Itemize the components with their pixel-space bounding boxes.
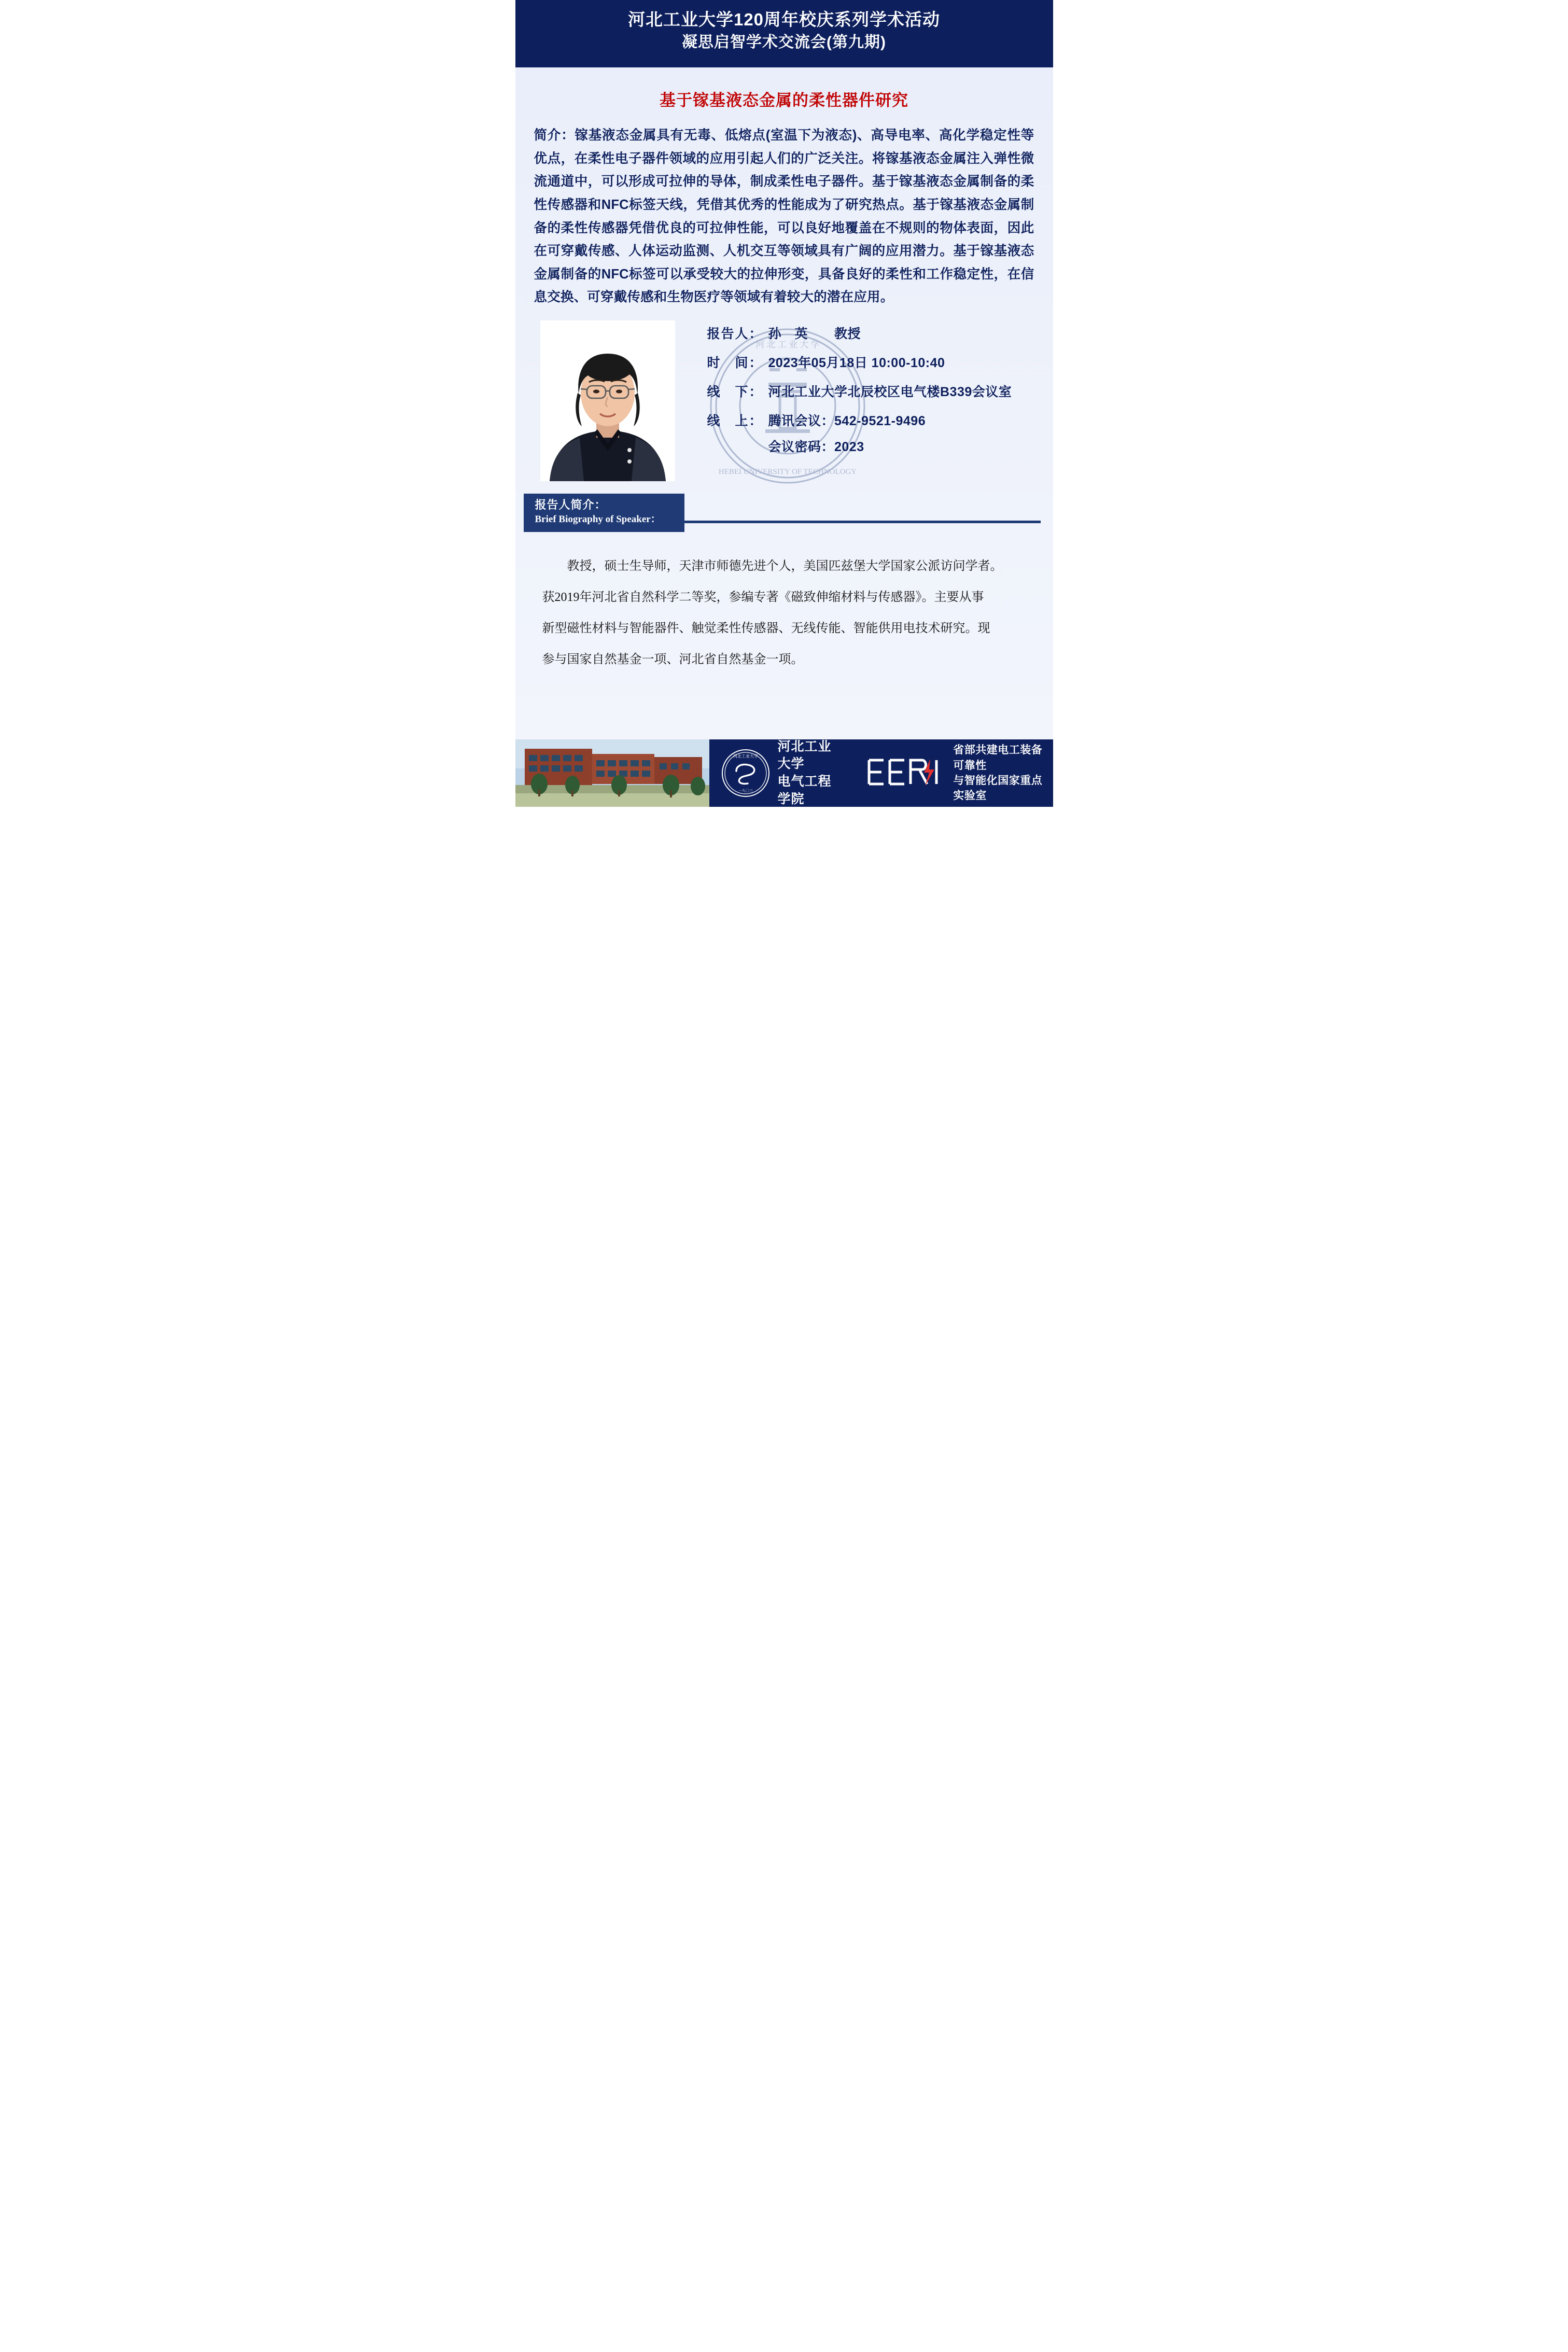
poster-header bbox=[515, 0, 1053, 67]
eeri-logo-icon bbox=[864, 756, 942, 791]
bio-paragraph-2: 获2019年河北省自然科学二等奖，参编专著《磁致伸缩材料与传感器》。主要从事 bbox=[542, 591, 984, 604]
svg-text:HEBEI UNIVERSITY OF TECHNOLOGY: HEBEI UNIVERSITY OF TECHNOLOGY bbox=[718, 468, 857, 476]
svg-text:河 北 工 业 大 学: 河 北 工 业 大 学 bbox=[755, 340, 820, 349]
speaker-portrait bbox=[540, 320, 675, 481]
bio-paragraph-4: 参与国家自然基金一项、河北省自然基金一项。 bbox=[542, 653, 804, 666]
event-info-list bbox=[707, 324, 1012, 465]
poster bbox=[515, 0, 1053, 807]
bio-divider bbox=[684, 521, 1041, 523]
bio-banner-cn: 报告人简介： bbox=[535, 498, 607, 511]
speaker-label: 报告人： bbox=[707, 327, 763, 341]
info-row-speaker bbox=[707, 324, 1012, 342]
bio-paragraph-3: 新型磁性材料与智能器件、触觉柔性传感器、无线传能、智能供用电技术研究。现 bbox=[542, 622, 990, 635]
school-logo-icon bbox=[721, 748, 771, 798]
header-title-line2: 凝思启智学术交流会(第九期) bbox=[682, 33, 886, 51]
bio-paragraph-1: 教授，硕士生导师，天津市师德先进个人，美国匹兹堡大学国家公派访问学者。 bbox=[567, 559, 1003, 573]
school-name-line2: 电气工程学院 bbox=[777, 774, 832, 806]
svg-text:一九〇三: 一九〇三 bbox=[738, 789, 753, 793]
talk-abstract: 简介：镓基液态金属具有无毒、低熔点(室温下为液态)、高导电率、高化学稳定性等优点，在柔性电子器件领域的应用引起人们的广泛关注。将镓基液态金属注入弹性微流通道中，可以形成可拉伸的导体，制成柔性电子器件。基于镓基液态金属制备的柔性传感器和NFC标签天线，凭借其优秀的性能成为了研究热点。基于镓基液态金属制备的柔性传感器凭借优良的可拉伸性能，可以良好地覆盖在不规则的物体表面，因此在可穿戴传感、人体运动监测、人机交互等领域具有广阔的应用潜力。基于镓基液态金属制备的NFC标签可以承受较大的拉伸形变，具备良好的柔性和工作稳定性，在信息交换、可穿戴传感和生物医疗等领域有着较大的潜在应用。 bbox=[534, 128, 1034, 305]
offline-value: 河北工业大学北辰校区电气楼B339会议室 bbox=[768, 385, 1012, 399]
campus-building-photo bbox=[515, 739, 709, 807]
bio-banner-wrap bbox=[515, 494, 1053, 535]
speaker-section bbox=[515, 320, 1053, 492]
online-value: 腾讯会议：542-9521-9496 bbox=[768, 414, 926, 428]
time-label: 时 间： bbox=[707, 356, 763, 370]
school-name-line1: 河北工业大学 bbox=[777, 739, 832, 772]
bio-banner-en: Brief Biography of Speaker： bbox=[535, 513, 661, 525]
svg-text:河北工业大学: 河北工业大学 bbox=[733, 754, 758, 759]
lab-name-line1: 省部共建电工装备可靠性 bbox=[953, 744, 1043, 772]
meeting-password: 会议密码：2023 bbox=[768, 440, 864, 454]
lab-name-line2: 与智能化国家重点实验室 bbox=[953, 775, 1043, 802]
offline-label: 线 下： bbox=[707, 385, 763, 399]
info-row-offline bbox=[707, 382, 1012, 400]
bio-banner bbox=[524, 494, 684, 532]
poster-footer bbox=[515, 739, 1053, 807]
talk-title: 基于镓基液态金属的柔性器件研究 bbox=[660, 91, 908, 109]
header-title-line1: 河北工业大学120周年校庆系列学术活动 bbox=[627, 10, 941, 29]
info-row-time bbox=[707, 353, 1012, 371]
time-value: 2023年05月18日 10:00-10:40 bbox=[768, 356, 945, 370]
info-row-online bbox=[707, 411, 1012, 429]
online-label: 线 上： bbox=[707, 414, 763, 428]
lab-name bbox=[953, 743, 1053, 804]
school-name bbox=[778, 739, 844, 807]
bio-text bbox=[515, 535, 1053, 675]
footer-identity bbox=[709, 739, 1053, 807]
speaker-value: 孙 英 教授 bbox=[768, 327, 861, 341]
poster-body bbox=[515, 67, 1053, 739]
